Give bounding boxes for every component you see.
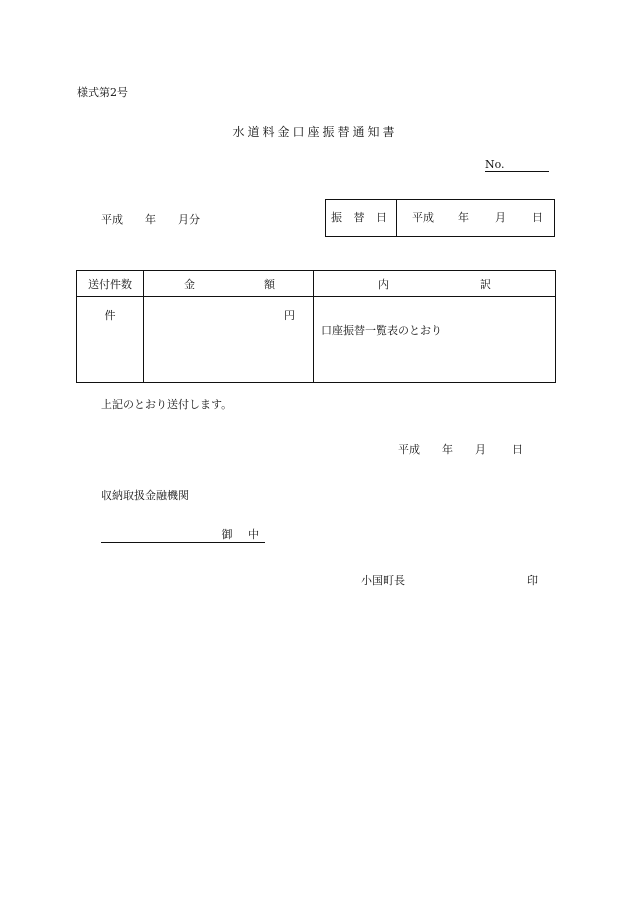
transfer-day-unit: 日 bbox=[532, 211, 543, 224]
detail-cell: 口座振替一覧表のとおり bbox=[314, 297, 556, 383]
header-detail bbox=[314, 271, 556, 297]
document-title: 水道料金口座振替通知書 bbox=[232, 125, 398, 139]
issue-month-unit: 月 bbox=[475, 443, 486, 456]
summary-table bbox=[76, 270, 556, 383]
header-amount-a: 金 bbox=[184, 277, 195, 291]
transfer-date-value bbox=[412, 200, 543, 236]
sent-statement: 上記のとおり送付します。 bbox=[101, 398, 233, 411]
count-cell: 件 bbox=[77, 297, 144, 383]
transfer-year-unit: 年 bbox=[458, 211, 469, 224]
header-amount-b: 額 bbox=[264, 277, 275, 291]
transfer-date-box bbox=[325, 199, 555, 237]
mayor-name: 小国町長 bbox=[361, 574, 405, 587]
table-header-row bbox=[77, 271, 556, 297]
table-row bbox=[77, 297, 556, 383]
amount-cell: 円 bbox=[144, 297, 314, 383]
header-detail-a: 内 bbox=[378, 277, 389, 291]
issue-year-unit: 年 bbox=[442, 443, 453, 456]
form-number: 様式第2号 bbox=[77, 86, 128, 99]
addressee-line: 御 中 bbox=[101, 529, 265, 543]
seal-mark: 印 bbox=[527, 574, 538, 587]
billing-period bbox=[101, 214, 200, 225]
transfer-month-unit: 月 bbox=[495, 211, 506, 224]
issue-day-unit: 日 bbox=[512, 443, 523, 456]
bank-label: 収納取扱金融機関 bbox=[101, 489, 189, 502]
header-amount bbox=[144, 271, 314, 297]
header-detail-b: 訳 bbox=[480, 277, 491, 291]
transfer-era: 平成 bbox=[412, 211, 434, 224]
transfer-date-label: 振 替 日 bbox=[326, 200, 397, 236]
document-number-field: No. bbox=[485, 159, 549, 172]
issue-date bbox=[398, 444, 523, 455]
billing-year-unit: 年 bbox=[145, 213, 156, 226]
header-count: 送付件数 bbox=[77, 271, 144, 297]
billing-month-unit: 月分 bbox=[178, 213, 200, 226]
billing-era: 平成 bbox=[101, 213, 123, 226]
issue-era: 平成 bbox=[398, 443, 420, 456]
